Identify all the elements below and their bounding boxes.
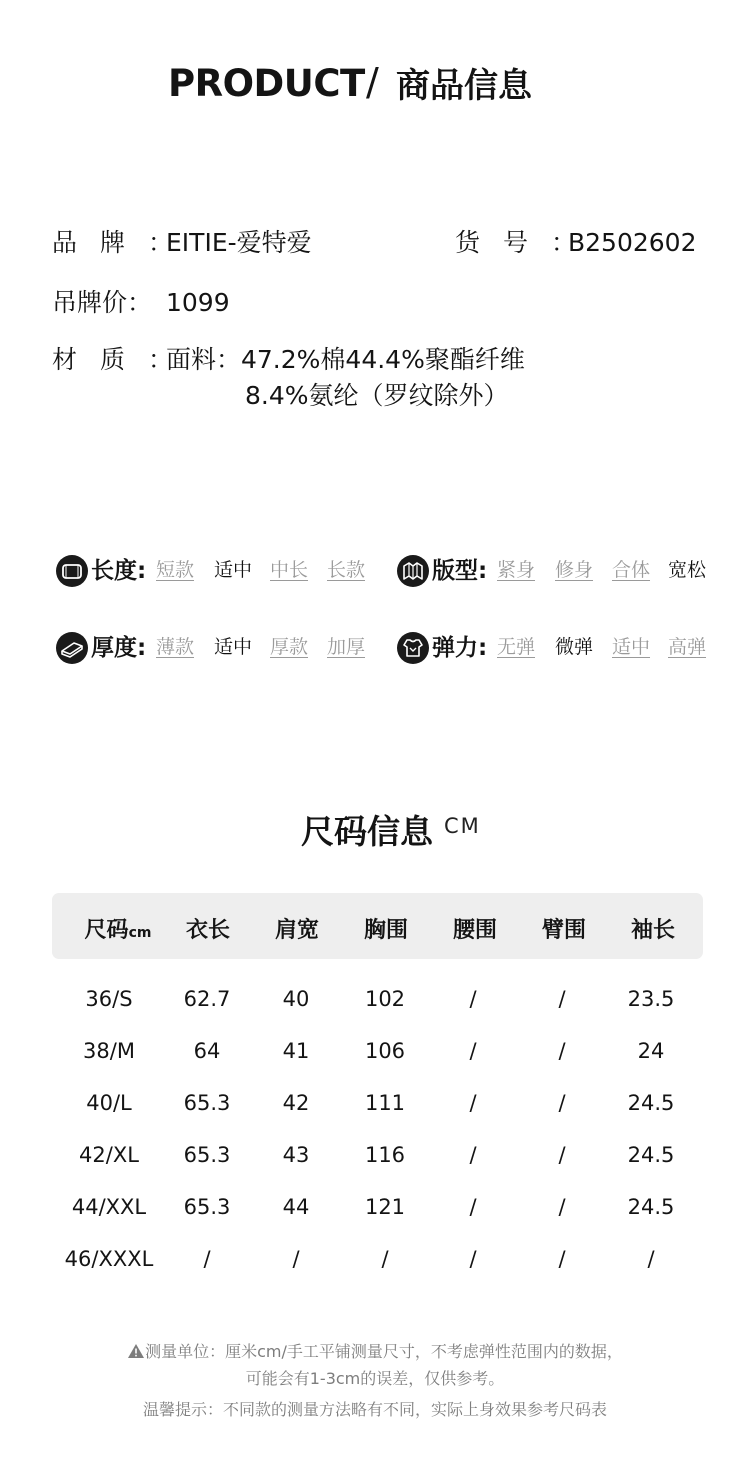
title-cn: 商品信息 <box>396 66 532 106</box>
measure-cell: 24.5 <box>627 1091 675 1115</box>
measure-cell: 65.3 <box>183 1195 231 1219</box>
measure-cell: / <box>558 1091 566 1115</box>
measure-cell: / <box>381 1247 389 1271</box>
measure-cell: 121 <box>364 1195 406 1219</box>
measure-cell: / <box>558 1143 566 1167</box>
note-line3: 温馨提示：不同款的测量方法略有不同，实际上身效果参考尺码表 <box>142 1400 607 1419</box>
header-length: 衣长 <box>185 918 230 943</box>
header-sleeve: 袖长 <box>630 918 675 943</box>
measure-cell: / <box>469 1195 477 1219</box>
material-line1: 面料：47.2%棉44.4%聚酯纤维 <box>166 345 525 374</box>
measure-cell: / <box>292 1247 300 1271</box>
header-arm: 臂围 <box>541 918 586 943</box>
elasticity-label: 弹力: <box>432 635 488 661</box>
length-option-medium: 适中 <box>214 559 253 581</box>
measure-cell: / <box>647 1247 655 1271</box>
measure-cell: 23.5 <box>627 987 675 1011</box>
elasticity-icon <box>397 632 429 664</box>
fit-label: 版型: <box>432 558 488 584</box>
header-waist: 腰围 <box>452 918 497 943</box>
fit-option-tight: 紧身 <box>497 559 536 581</box>
sku-value: B2502602 <box>568 228 697 257</box>
measure-cell: 43 <box>282 1143 310 1167</box>
brand-value: EITIE-爱特爱 <box>166 228 312 257</box>
measure-cell: / <box>203 1247 211 1271</box>
measure-cell: / <box>469 1039 477 1063</box>
fit-option-slim: 修身 <box>555 559 594 581</box>
measure-cell: / <box>469 1247 477 1271</box>
page-header <box>0 58 750 108</box>
thickness-option-medium: 适中 <box>214 636 253 658</box>
measure-cell: 111 <box>364 1091 406 1115</box>
size-cell: 44/XXL <box>71 1195 147 1219</box>
size-table-header <box>52 893 703 959</box>
measure-cell: 24 <box>637 1039 665 1063</box>
title-en: PRODUCT <box>168 62 365 105</box>
attr-length <box>56 555 376 589</box>
measure-cell: / <box>558 1039 566 1063</box>
elasticity-option-medium: 适中 <box>612 636 651 658</box>
measure-cell: 41 <box>282 1039 310 1063</box>
note-line2: 可能会有1-3cm的误差，仅供参考。 <box>245 1369 505 1388</box>
size-cell: 38/M <box>83 1039 135 1063</box>
thickness-option-thick: 厚款 <box>270 636 309 658</box>
measure-cell: / <box>469 1143 477 1167</box>
measure-cell: 65.3 <box>183 1091 231 1115</box>
measure-cell: 64 <box>193 1039 221 1063</box>
measure-cell: 40 <box>282 987 310 1011</box>
measure-cell: / <box>558 1195 566 1219</box>
material-label: 材质： <box>52 345 197 374</box>
attr-thickness <box>56 632 376 666</box>
measure-cell: / <box>558 987 566 1011</box>
brand-label: 品牌： <box>52 228 197 257</box>
note-line1: 测量单位：厘米cm/手工平铺测量尺寸，不考虑弹性范围内的数据， <box>0 1339 750 1362</box>
price-label: 吊牌价： <box>52 288 153 317</box>
size-cell: 46/XXXL <box>64 1247 154 1271</box>
warning-icon <box>127 1343 145 1359</box>
price-value: 1099 <box>166 288 230 317</box>
sku-label: 货号： <box>455 228 600 257</box>
measure-cell: 65.3 <box>183 1143 231 1167</box>
measure-cell: 24.5 <box>627 1195 675 1219</box>
measure-cell: 24.5 <box>627 1143 675 1167</box>
measure-cell: 116 <box>364 1143 406 1167</box>
size-cell: 42/XL <box>79 1143 139 1167</box>
attr-fit <box>397 555 717 589</box>
measure-cell: / <box>469 987 477 1011</box>
length-option-midlong: 中长 <box>270 559 309 581</box>
measure-cell: 44 <box>282 1195 310 1219</box>
fit-option-loose: 宽松 <box>668 559 707 581</box>
measure-cell: 42 <box>282 1091 310 1115</box>
elasticity-option-none: 无弹 <box>497 636 536 658</box>
thickness-label: 厚度: <box>91 635 147 661</box>
measure-cell: / <box>558 1247 566 1271</box>
size-section-unit: CM <box>444 814 481 838</box>
size-section-title: 尺码信息 <box>301 812 433 851</box>
length-label: 长度: <box>91 558 147 584</box>
elasticity-option-high: 高弹 <box>668 636 707 658</box>
title-separator: / <box>366 60 379 104</box>
header-chest: 胸围 <box>363 918 408 943</box>
measure-cell: / <box>469 1091 477 1115</box>
thickness-option-thin: 薄款 <box>156 636 195 658</box>
fit-icon <box>397 555 429 587</box>
length-icon <box>56 555 88 587</box>
measure-cell: 106 <box>364 1039 406 1063</box>
header-size: 尺码cm <box>84 918 152 943</box>
measure-cell: 102 <box>364 987 406 1011</box>
length-option-long: 长款 <box>327 559 366 581</box>
elasticity-option-slight: 微弹 <box>555 636 594 658</box>
measure-cell: 62.7 <box>183 987 231 1011</box>
material-line2: 8.4%氨纶（罗纹除外） <box>245 381 509 410</box>
length-option-short: 短款 <box>156 559 195 581</box>
size-cell: 36/S <box>85 987 133 1011</box>
fit-option-regular: 合体 <box>612 559 651 581</box>
size-cell: 40/L <box>86 1091 132 1115</box>
thickness-icon <box>56 632 88 664</box>
attr-elasticity <box>397 632 717 666</box>
header-shoulder: 肩宽 <box>274 918 319 943</box>
thickness-option-extra-thick: 加厚 <box>327 636 366 658</box>
